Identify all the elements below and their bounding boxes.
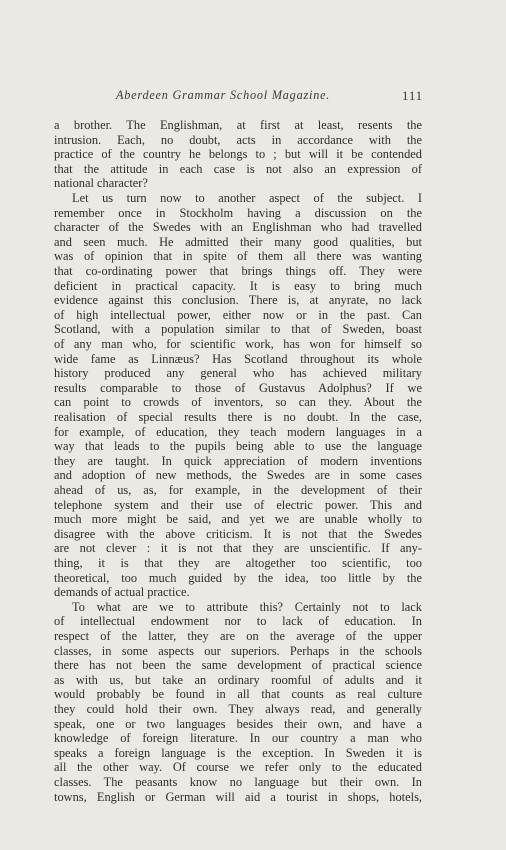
text-line: knowledge of foreign literature. In our country a man who [54, 731, 422, 746]
running-header [0, 88, 506, 106]
text-line: of any man who, for scientific work, has won for himself so [54, 337, 422, 351]
text-line: wide fame as Linnæus? Has Scotland throughout its whole [54, 351, 422, 366]
running-header-title: Aberdeen Grammar School Magazine. [116, 88, 331, 102]
page-number: 111 [402, 88, 423, 103]
text-line: for example, of education, they teach modern languages in a [54, 424, 422, 439]
text-line: telephone system and their use of electric power. This and [54, 497, 422, 512]
text-line: towns, English or German will aid a tourist in shops, hotels, [54, 789, 422, 804]
text-line: deficient in practical capacity. It is easy to bring much [54, 278, 422, 293]
text-line: of intellectual endowment nor to lack of education. In [54, 614, 422, 629]
text-line: realisation of special results there is no doubt. In the case, [54, 410, 422, 424]
text-line: speak, one or two languages besides their own, and have a [54, 716, 422, 731]
text-line: disagree with the above criticism. It is not that the Swedes [54, 526, 422, 541]
text-line: speaks a foreign language is the exception. In Sweden it is [54, 745, 422, 760]
text-line: Let us turn now to another aspect of the subject. I [72, 191, 422, 205]
text-line: that the attitude in each case is not also an expression of [54, 161, 422, 176]
text-line: there has not been the same development of practical science [54, 658, 422, 673]
text-line: would probably be found in all that counts as real culture [54, 687, 422, 702]
text-line: they could hold their own. They always read, and generally [54, 702, 422, 716]
text-line: practice of the country he belongs to ; but will it be contended [54, 147, 422, 162]
text-line: ahead of us, as, for example, in the development of their [54, 483, 422, 497]
text-line: national character? [54, 176, 148, 191]
text-line: classes. The peasants know no language but their own. In [54, 775, 422, 789]
text-line: and adoption of new methods, the Swedes are in some cases [54, 468, 422, 483]
text-line: results comparable to those of Gustavus Adolphus? If we [54, 380, 422, 395]
text-line: all the other way. Of course we refer only to the educated [54, 760, 422, 775]
text-line: way that leads to the pupils being able to use the language [54, 439, 422, 454]
text-line: was of opinion that in spite of them all there was wanting [54, 249, 422, 264]
text-line: are not clever : it is not that they are unscientific. If any- [54, 541, 422, 556]
text-line: can point to crowds of inventors, so can they. About the [54, 395, 422, 410]
text-line: and seen much. He admitted their many good qualities, but [54, 234, 422, 249]
text-line: a brother. The Englishman, at first at least, resents the [54, 118, 422, 132]
text-line: remember once in Stockholm having a discussion on the [54, 205, 422, 220]
text-line: demands of actual practice. [54, 585, 190, 600]
text-line: Scotland, with a population similar to that of Sweden, boast [54, 322, 422, 337]
text-line: intrusion. Each, no doubt, acts in accordance with the [54, 132, 422, 147]
text-line: as with us, but take an ordinary roomful of adults and it [54, 672, 422, 687]
text-line: respect of the latter, they are on the average of the upper [54, 629, 422, 643]
text-line: history produced any general who has achieved military [54, 366, 422, 381]
text-line: theoretical, too much guided by the idea, too little by the [54, 570, 422, 585]
text-line: thing, it is that they are altogether too scientific, too [54, 556, 422, 570]
text-line: of high intellectual power, either now or in the past. Can [54, 307, 422, 322]
text-line: character of the Swedes with an Englishman who had travelled [54, 220, 422, 235]
text-line: much more might be said, and yet we are unable wholly to [54, 512, 422, 527]
text-line: they are taught. In quick appreciation of modern inventions [54, 453, 422, 468]
text-line: classes, in some aspects our superiors. Perhaps in the schools [54, 643, 422, 658]
text-line: that co-ordinating power that brings things off. They were [54, 264, 422, 278]
text-line: evidence against this conclusion. There is, at anyrate, no lack [54, 293, 422, 308]
text-line: To what are we to attribute this? Certainly not to lack [72, 599, 422, 614]
